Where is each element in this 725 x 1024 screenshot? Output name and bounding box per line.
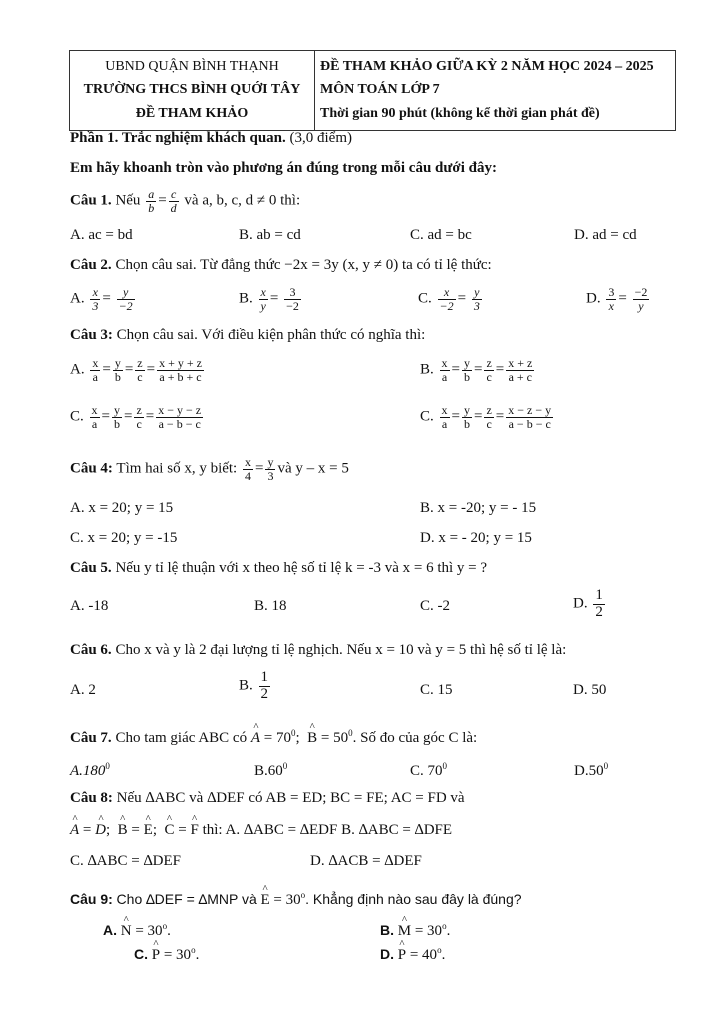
q8-option-c[interactable]: C. ∆ABC = ∆DEF <box>70 853 181 869</box>
q7-post: . Số đo của góc C là: <box>352 730 478 746</box>
q4-post: và y – x = 5 <box>277 460 349 477</box>
q9-pre: Cho ∆DEF = ∆MNP và <box>116 891 257 907</box>
exam-subject: MÔN TOÁN LỚP 7 <box>320 82 440 98</box>
q9-post: . Khẳng định nào sau đây là đúng? <box>305 891 522 907</box>
question-6 <box>70 642 566 659</box>
q4-label: Câu 4: <box>70 460 113 477</box>
exam-duration: Thời gian 90 phút (không kể thời gian phát đề) <box>320 106 600 122</box>
q6-option-b[interactable]: B. $\frac{1}{2}$ <box>239 669 269 702</box>
q3-option-a[interactable]: A. $\frac{x}{a}$ = $\frac{y}{b}$ = $\frac{z}{c}$ = $\frac{x + y + z}{a + b + c}$ <box>70 356 202 384</box>
q9-label: Câu 9: <box>70 891 113 907</box>
q9-option-c[interactable]: C. ^ $P = 30^o$. <box>134 945 199 964</box>
q9-option-b[interactable]: B. ^ $M = 30^o$. <box>380 921 450 940</box>
q6-label: Câu 6. <box>70 642 112 658</box>
question-5 <box>70 560 487 577</box>
q7-option-c[interactable]: C. $70^0$ <box>410 761 448 779</box>
q5-option-c[interactable]: C. -2 <box>420 598 450 614</box>
q8-text1: Nếu ∆ABC và ∆DEF có AB = ED; BC = FE; AC = FD và <box>116 790 465 806</box>
school-name: TRƯỜNG THCS BÌNH QUỚI TÂY <box>83 82 301 98</box>
q3-option-c[interactable]: C. $\frac{x}{a}$ = $\frac{y}{b}$ = $\frac{z}{c}$ = $\frac{x - y - z}{a - b - c}$ <box>70 403 202 431</box>
q7-option-d[interactable]: $D.50^0$ <box>574 761 609 779</box>
district-name: UBND QUẬN BÌNH THẠNH <box>105 58 279 74</box>
q2-option-a[interactable]: A. $\frac{x}{3}$ = $\frac{y}{-2}$ <box>70 285 133 313</box>
q5-text: Nếu y tỉ lệ thuận với x theo hệ số tỉ lệ k = -3 và x = 6 thì y = ? <box>115 560 488 576</box>
exam-header-table <box>69 50 676 131</box>
q3-option-b[interactable]: B. $\frac{x}{a}$ = $\frac{y}{b}$ = $\frac{z}{c}$ = $\frac{x + z}{a + c}$ <box>420 356 533 384</box>
q4-option-b[interactable]: B. x = -20; y = - 15 <box>420 500 537 516</box>
q5-option-a[interactable]: A. -18 <box>70 598 109 614</box>
exam-type: ĐỀ THAM KHẢO <box>135 106 249 122</box>
q7-option-a[interactable]: A.180$^0$ <box>70 761 110 779</box>
instruction: Em hãy khoanh tròn vào phương án đúng trong mỗi câu dưới đây: <box>70 160 497 176</box>
question-9: Câu 9: Cho ∆DEF = ∆MNP và ^ $E = 30^o$. Khẳng định nào sau đây là đúng? <box>70 890 522 909</box>
q1-pre: Nếu <box>115 192 141 209</box>
school-info <box>70 51 315 130</box>
q4-option-c[interactable]: C. x = 20; y = -15 <box>70 530 178 546</box>
q8-text2: thì: A. ∆ABC = ∆EDF B. ∆ABC = ∆DFE <box>202 822 453 838</box>
q4-pre: Tìm hai số x, y biết: <box>116 460 238 477</box>
q5-option-d[interactable]: D. $\frac{1}{2}$ <box>573 587 603 620</box>
fraction-a-b: $\frac{a}{b}$ <box>148 187 155 215</box>
fraction-c-d: $\frac{c}{d}$ <box>170 187 177 215</box>
q1-option-d[interactable]: D. ad = cd <box>574 227 637 243</box>
q9-option-a[interactable]: A. ^ $N = 30^o$. <box>103 921 171 940</box>
q6-option-a[interactable]: A. 2 <box>70 682 96 698</box>
q8-label: Câu 8: <box>70 790 113 806</box>
question-4: Câu 4: Tìm hai số x, y biết: $\frac{x}{4}$ = $\frac{y}{3}$ và y – x = 5 <box>70 455 349 483</box>
q6-text: Cho x và y là 2 đại lượng tỉ lệ nghịch. Nếu x = 10 và y = 5 thì hệ số tỉ lệ là: <box>115 642 567 658</box>
question-8-line2: ^ A = ^ D; ^ B = ^ E; ^ C = ^ F thì: A. ∆ABC = ∆EDF B. ∆ABC = ∆DFE <box>70 822 452 839</box>
q3-option-d[interactable]: C. $\frac{x}{a}$ = $\frac{y}{b}$ = $\frac{z}{c}$ = $\frac{x - z - y}{a - b - c}$ <box>420 403 552 431</box>
q7-label: Câu 7. <box>70 730 112 746</box>
q5-label: Câu 5. <box>70 560 112 576</box>
q6-option-d[interactable]: D. 50 <box>573 682 607 698</box>
q3-text: Chọn câu sai. Với điều kiện phân thức có nghĩa thì: <box>116 327 426 343</box>
exam-info <box>315 51 675 130</box>
part1-heading <box>70 130 352 147</box>
question-2 <box>70 257 492 274</box>
q6-option-c[interactable]: C. 15 <box>420 682 453 698</box>
q2-option-d[interactable]: D. $\frac{3}{x}$ = $\frac{-2}{y}$ <box>586 285 648 313</box>
question-7: Câu 7. Cho tam giác ABC có ^ $A = 70^0$; ^ $B = 50^0$. Số đo của góc C là: <box>70 728 477 747</box>
q1-label: Câu 1. <box>70 192 112 209</box>
part1-points: (3,0 điểm) <box>289 130 352 146</box>
q2-text: Chọn câu sai. Từ đẳng thức −2x = 3y (x, y ≠ 0) ta có tỉ lệ thức: <box>115 257 492 273</box>
question-8 <box>70 790 465 807</box>
question-1: Câu 1. Nếu $\frac{a}{b}$ = $\frac{c}{d}$ và a, b, c, d ≠ 0 thì: <box>70 187 301 215</box>
q9-option-d[interactable]: D. ^ $P = 40^o$. <box>380 945 445 964</box>
part1-title: Phần 1. Trắc nghiệm khách quan. <box>70 130 286 146</box>
exam-title: ĐỀ THAM KHẢO GIỮA KỲ 2 NĂM HỌC 2024 – 2025 <box>320 58 654 74</box>
q4-option-d[interactable]: D. x = - 20; y = 15 <box>420 530 532 546</box>
q4-option-a[interactable]: A. x = 20; y = 15 <box>70 500 174 516</box>
q8-option-d[interactable]: D. ∆ACB = ∆DEF <box>310 853 422 869</box>
q2-option-c[interactable]: C. $\frac{x}{-2}$ = $\frac{y}{3}$ <box>418 285 480 313</box>
q7-option-b[interactable]: $B.60^0$ <box>254 761 288 779</box>
q5-option-b[interactable]: B. 18 <box>254 598 287 614</box>
q2-label: Câu 2. <box>70 257 112 273</box>
question-3 <box>70 327 425 344</box>
q1-option-b[interactable]: B. ab = cd <box>239 227 301 243</box>
q3-label: Câu 3: <box>70 327 113 343</box>
q1-option-c[interactable]: C. ad = bc <box>410 227 472 243</box>
q1-option-a[interactable]: A. ac = bd <box>70 227 133 243</box>
q2-option-b[interactable]: B. $\frac{x}{y}$ = $\frac{3}{-2}$ <box>239 285 299 313</box>
q7-pre: Cho tam giác ABC có <box>115 730 248 746</box>
q1-post: và a, b, c, d ≠ 0 thì: <box>184 192 301 209</box>
